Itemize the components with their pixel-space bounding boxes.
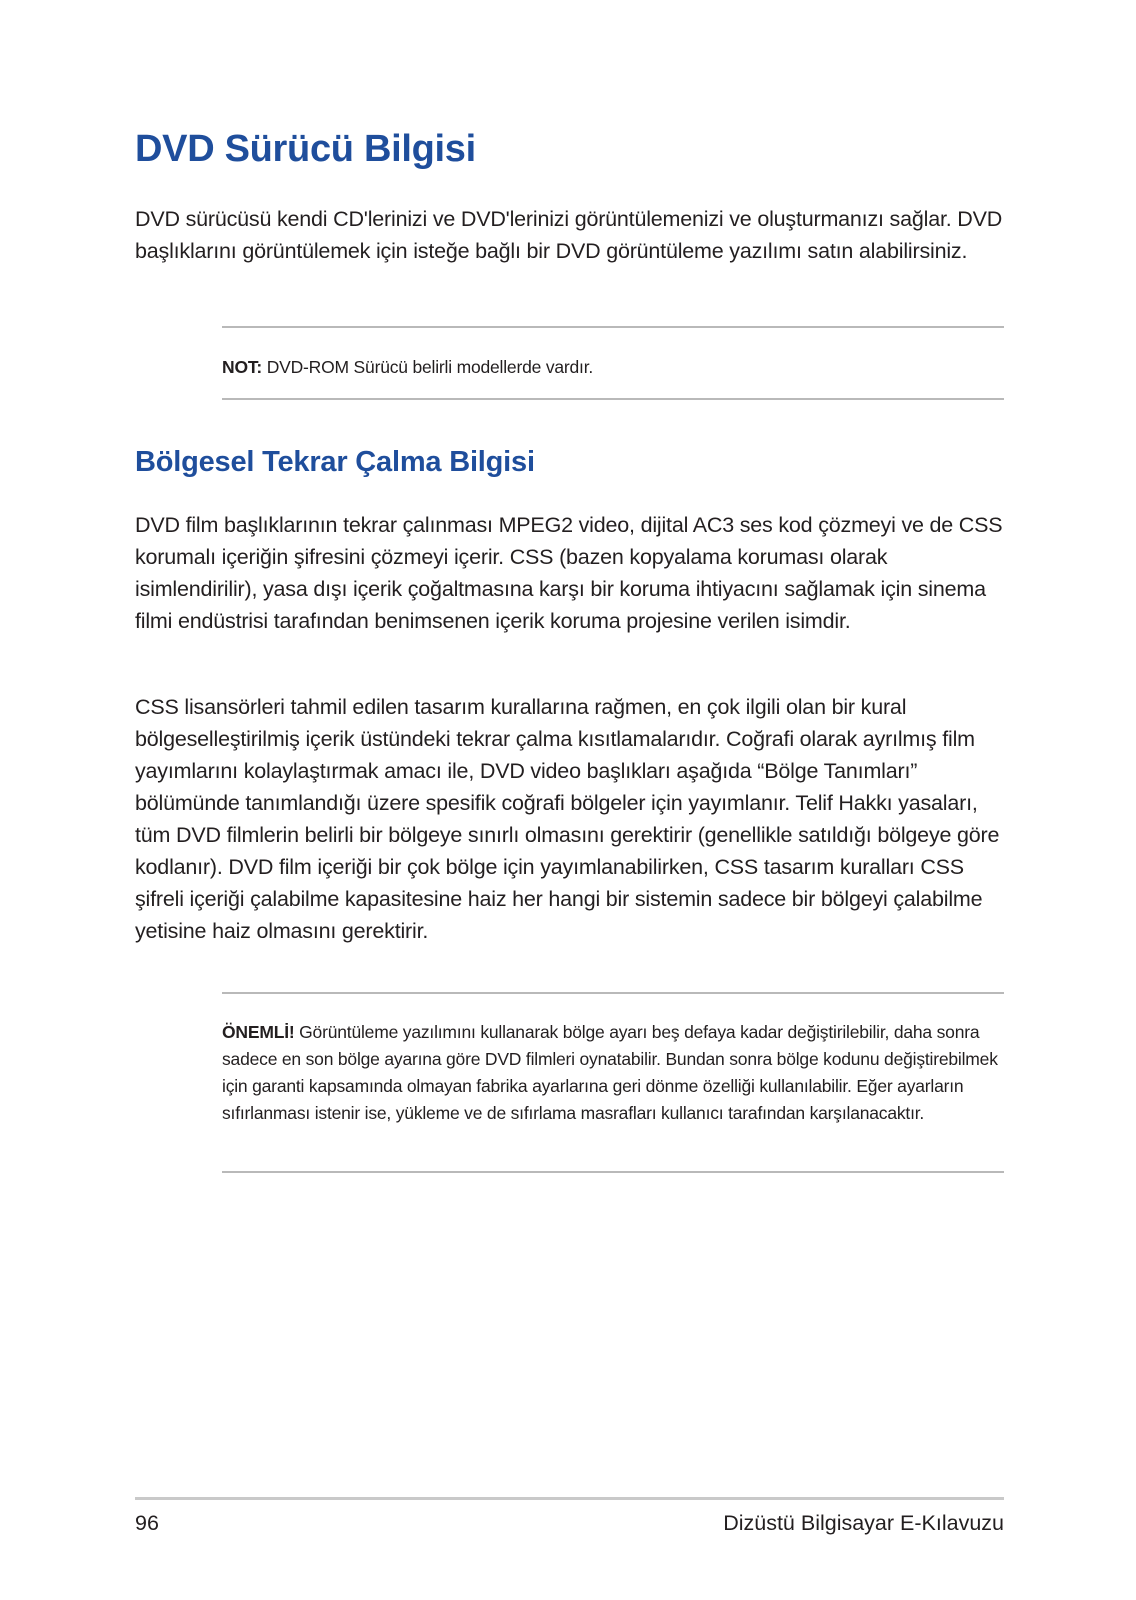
footer-divider (135, 1497, 1004, 1500)
important-bottom-divider (222, 1171, 1004, 1173)
note-bottom-divider (222, 398, 1004, 400)
important-label: ÖNEMLİ! (222, 1022, 295, 1042)
manual-title: Dizüstü Bilgisayar E-Kılavuzu (723, 1511, 1004, 1535)
section-title: Bölgesel Tekrar Çalma Bilgisi (135, 446, 535, 478)
page-number: 96 (135, 1511, 159, 1535)
page-title: DVD Sürücü Bilgisi (135, 128, 476, 170)
note-box (222, 354, 1004, 381)
note-top-divider (222, 326, 1004, 328)
section-paragraph-2: CSS lisansörleri tahmil edilen tasarım kurallarına rağmen, en çok ilgili olan bir kural bölgeselleştirilmiş içerik üstündeki tekrar çalma kısıtlamalarıdır. Coğrafi olarak ayrılmış film yayımlarını kolaylaştırmak amacı ile, DVD video başlıkları aşağıda “Bölge Tanımları” bölümünde tanımlandığı üzere spesifik coğrafi bölgeler için yayımlanır. Telif Hakkı yasaları, tüm DVD filmlerin belirli bir bölgeye sınırlı olmasını gerektirir (genellikle satıldığı bölgeye göre kodlanır). DVD film içeriği bir çok bölge için yayımlanabilirken, CSS tasarım kuralları CSS şifreli içeriği çalabilme kapasitesine haiz her hangi bir sistemin sadece bir bölgeyi çalabilme yetisine haiz olmasını gerektirir. (135, 695, 1000, 943)
important-top-divider (222, 992, 1004, 994)
note-label: NOT: (222, 357, 263, 377)
section-paragraph-1: DVD film başlıklarının tekrar çalınması MPEG2 video, dijital AC3 ses kod çözmeyi ve de CSS korumalı içeriğin şifresini çözmeyi içerir. CSS (bazen kopyalama koruması olarak isimlendirilir), yasa dışı içerik çoğaltmasına karşı bir koruma ihtiyacını sağlamak için sinema filmi endüstrisi tarafından benimsenen içerik koruma projesine verilen isimdir. (135, 513, 1003, 633)
important-box (222, 1019, 1004, 1127)
note-text: DVD-ROM Sürücü belirli modellerde vardır. (262, 357, 594, 377)
intro-paragraph: DVD sürücüsü kendi CD'lerinizi ve DVD'lerinizi görüntülemenizi ve oluşturmanızı sağlar. DVD başlıklarını görüntülemek için isteğe bağlı bir DVD görüntüleme yazılımı satın alabilirsiniz. (135, 207, 1003, 263)
important-text: Görüntüleme yazılımını kullanarak bölge ayarı beş defaya kadar değiştirilebilir, daha sonra sadece en son bölge ayarına göre DVD filmleri oynatabilir. Bundan sonra bölge kodunu değiştirebilmek için garanti kapsamında olmayan fabrika ayarlarına geri dönme özelliği kullanılabilir. Eğer ayarların sıfırlanması istenir ise, yükleme ve de sıfırlama masrafları kullanıcı tarafından karşılanacaktır. (222, 1022, 998, 1123)
